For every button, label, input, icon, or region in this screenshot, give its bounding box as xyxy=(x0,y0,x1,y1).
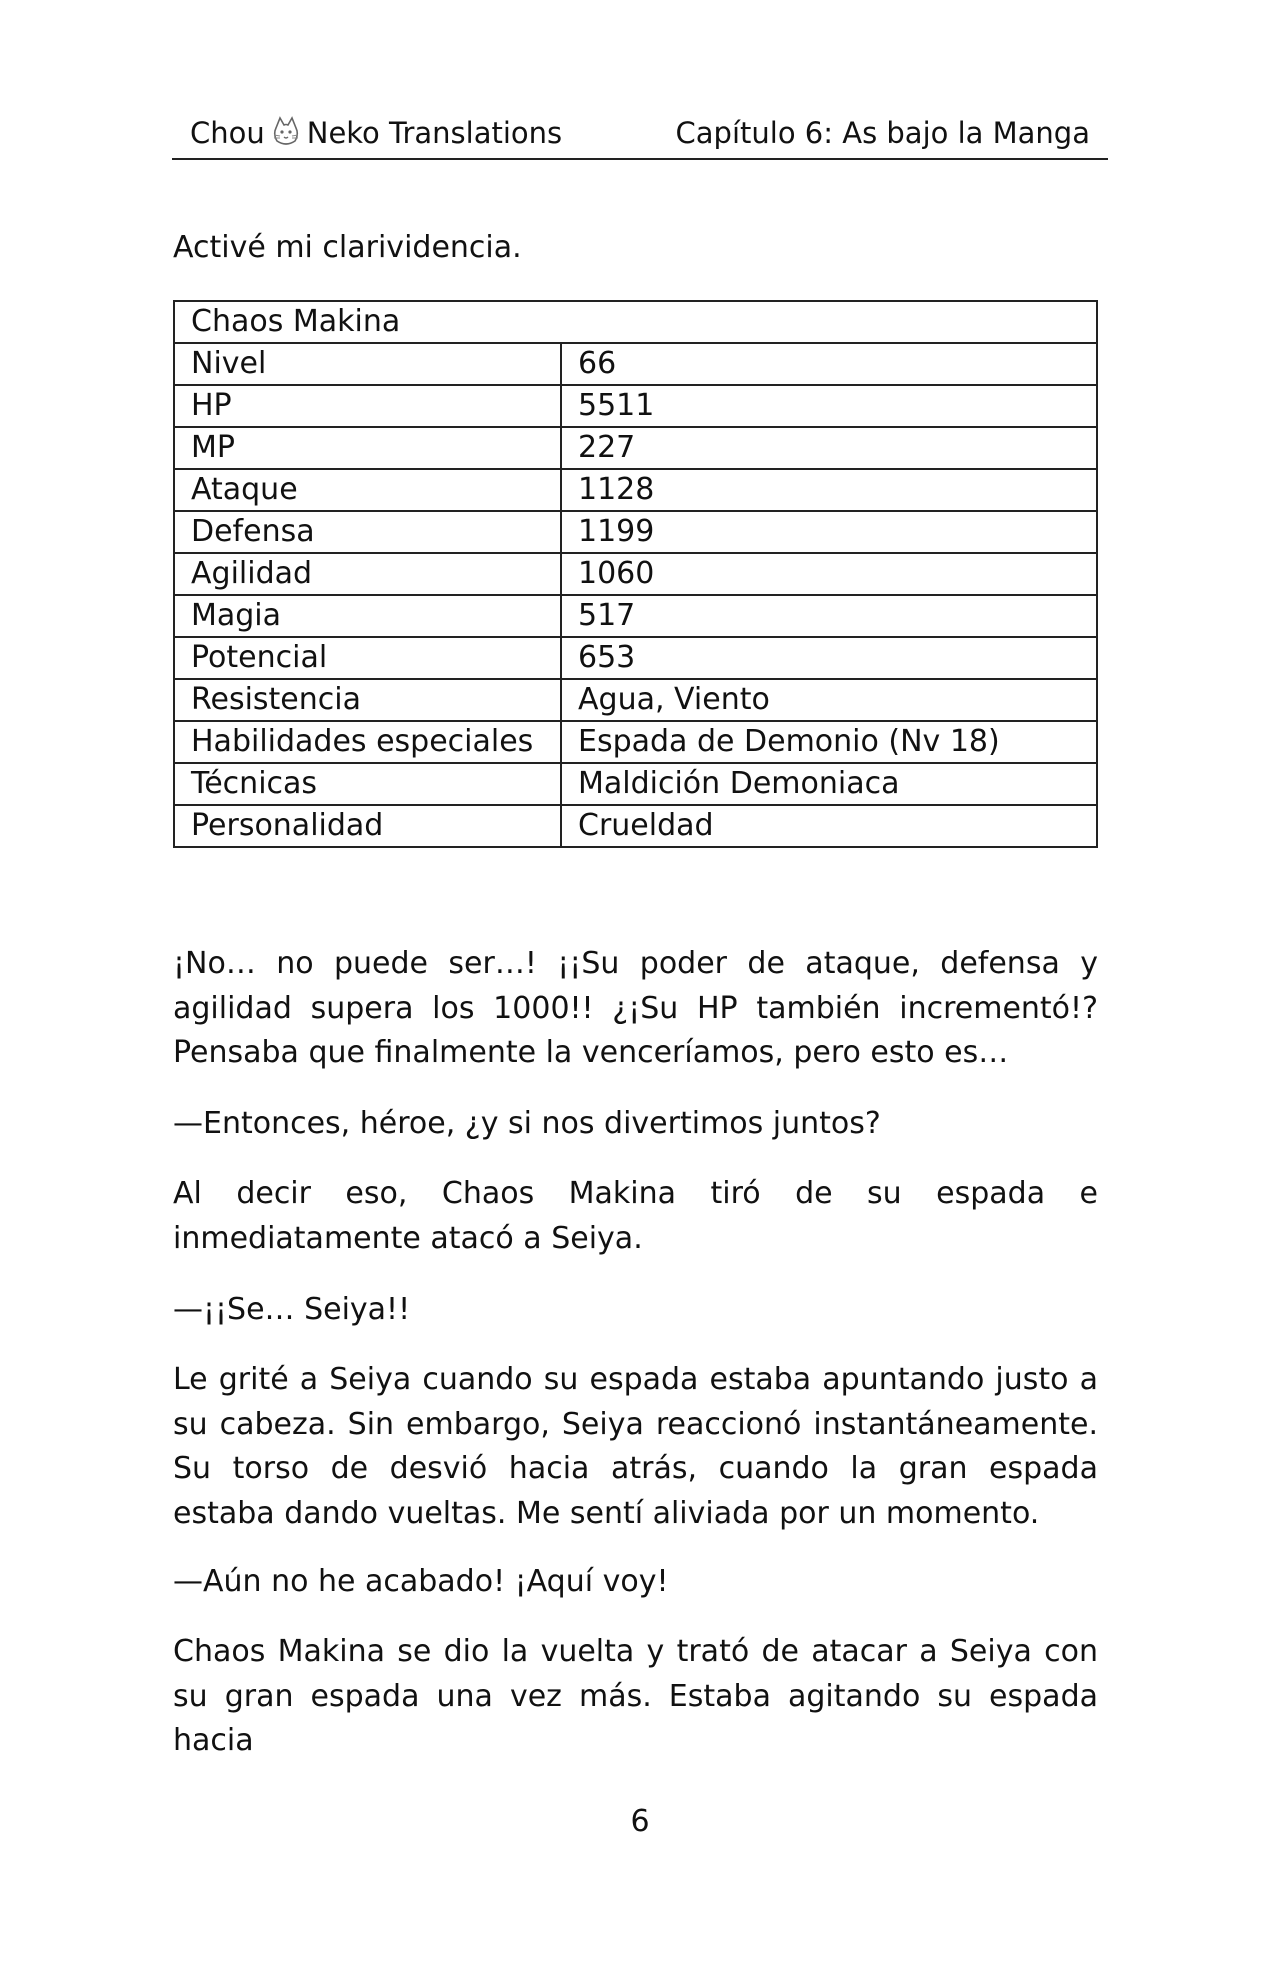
stat-label: Agilidad xyxy=(174,553,561,595)
table-row xyxy=(174,469,1097,511)
stat-value: 1128 xyxy=(561,469,1097,511)
body-paragraph: Al decir eso, Chaos Makina tiró de su espada e inmediatamente atacó a Seiya. xyxy=(173,1176,1098,1256)
stat-label: Personalidad xyxy=(174,805,561,847)
credit-part-2: Neko Translations xyxy=(306,116,563,150)
body-paragraph: Chaos Makina se dio la vuelta y trató de atacar a Seiya con su gran espada una vez más. Estaba agitando su espada hacia xyxy=(173,1634,1098,1758)
table-row xyxy=(174,763,1097,805)
chapter-title: Capítulo 6: As bajo la Manga xyxy=(675,116,1090,150)
table-row xyxy=(174,679,1097,721)
stat-value: Espada de Demonio (Nv 18) xyxy=(561,721,1097,763)
translator-credit xyxy=(190,116,562,150)
intro-paragraph: Activé mi clarividencia. xyxy=(173,230,522,265)
stat-value: Agua, Viento xyxy=(561,679,1097,721)
stat-label: Nivel xyxy=(174,343,561,385)
stat-label: Resistencia xyxy=(174,679,561,721)
table-row xyxy=(174,595,1097,637)
table-row xyxy=(174,637,1097,679)
stat-label: HP xyxy=(174,385,561,427)
table-row xyxy=(174,721,1097,763)
stat-label: MP xyxy=(174,427,561,469)
table-row xyxy=(174,385,1097,427)
stat-value: 66 xyxy=(561,343,1097,385)
stat-value: 1199 xyxy=(561,511,1097,553)
credit-part-1: Chou xyxy=(190,116,265,150)
stat-label: Potencial xyxy=(174,637,561,679)
stat-value: Crueldad xyxy=(561,805,1097,847)
table-row xyxy=(174,427,1097,469)
page-header xyxy=(172,112,1108,160)
dialogue-line: —Aún no he acabado! ¡Aquí voy! xyxy=(173,1564,669,1599)
dialogue-line: —Entonces, héroe, ¿y si nos divertimos juntos? xyxy=(173,1106,881,1141)
body-paragraph: ¡No… no puede ser…! ¡¡Su poder de ataque, defensa y agilidad supera los 1000!! ¿¡Su HP también incrementó!? Pensaba que finalmente la venceríamos, pero esto es… xyxy=(173,946,1098,1070)
page-number: 6 xyxy=(630,1804,650,1839)
stat-value: 1060 xyxy=(561,553,1097,595)
cat-face-icon xyxy=(271,116,301,150)
stats-title-row xyxy=(174,301,1097,343)
body-paragraph: Le grité a Seiya cuando su espada estaba apuntando justo a su cabeza. Sin embargo, Seiya reaccionó instantáneamente. Su torso de desvió hacia atrás, cuando la gran espada estaba dando vueltas. Me sentí aliviada por un momento. xyxy=(173,1362,1098,1531)
table-row xyxy=(174,805,1097,847)
stats-title: Chaos Makina xyxy=(174,301,1097,343)
stat-label: Habilidades especiales xyxy=(174,721,561,763)
stat-value: 5511 xyxy=(561,385,1097,427)
stat-label: Ataque xyxy=(174,469,561,511)
stat-label: Defensa xyxy=(174,511,561,553)
dialogue-line: —¡¡Se… Seiya!! xyxy=(173,1292,411,1327)
stat-value: 653 xyxy=(561,637,1097,679)
stat-value: Maldición Demoniaca xyxy=(561,763,1097,805)
table-row xyxy=(174,511,1097,553)
stat-label: Magia xyxy=(174,595,561,637)
stat-value: 227 xyxy=(561,427,1097,469)
stat-label: Técnicas xyxy=(174,763,561,805)
stat-value: 517 xyxy=(561,595,1097,637)
stats-table xyxy=(173,300,1098,848)
table-row xyxy=(174,343,1097,385)
table-row xyxy=(174,553,1097,595)
